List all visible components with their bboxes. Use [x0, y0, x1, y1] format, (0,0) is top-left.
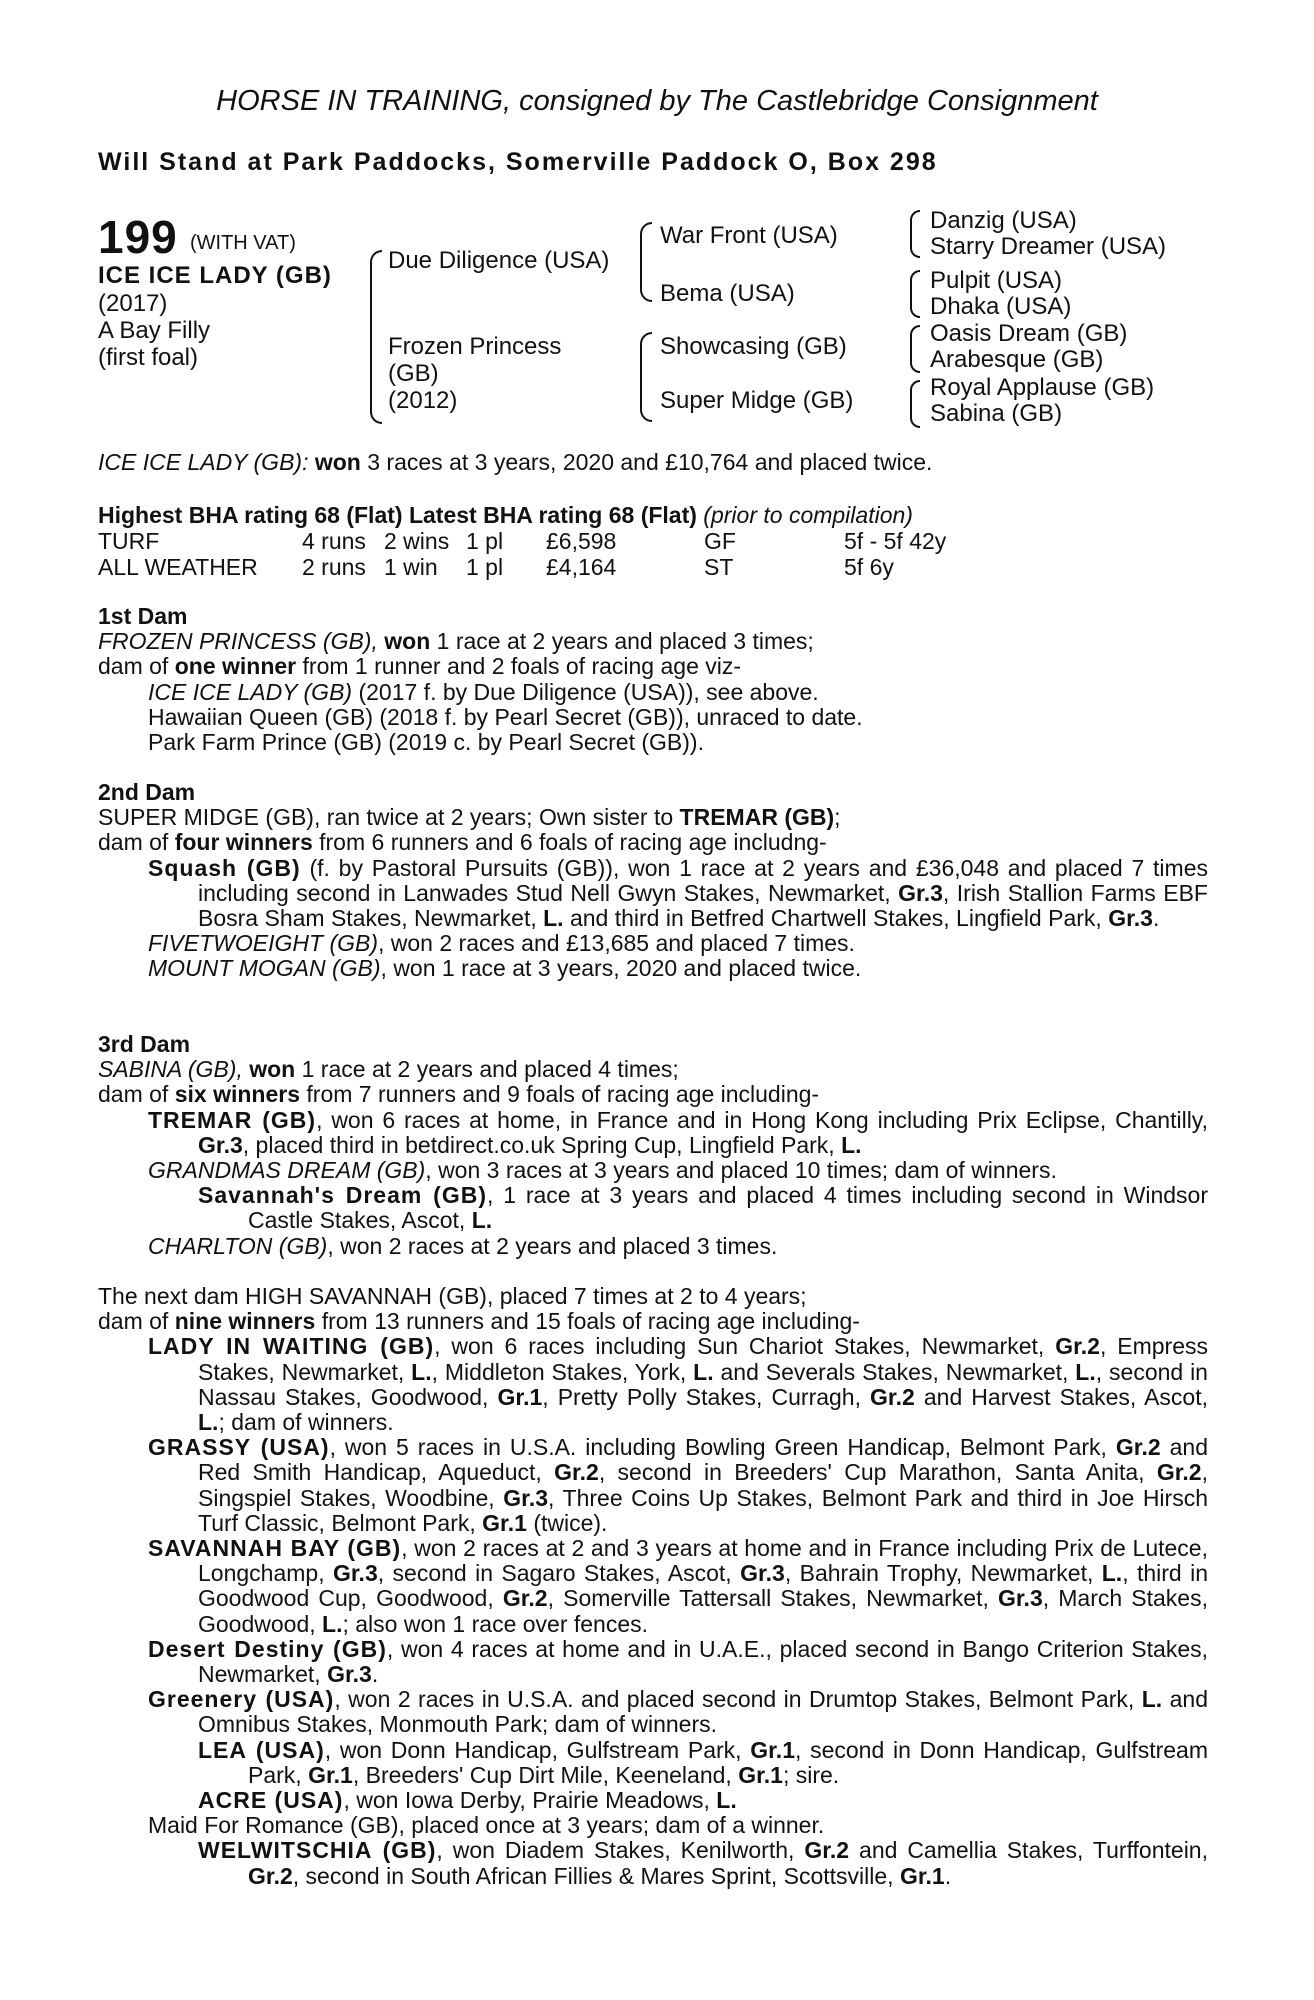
listed: L.: [1075, 1358, 1096, 1385]
produce-name: ICE ICE LADY (GB): [148, 678, 353, 705]
produce-item: [98, 956, 1208, 981]
pedigree-brace-sire: [640, 222, 652, 302]
text: , Breeders' Cup Dirt Mile, Keeneland,: [352, 1761, 739, 1788]
text: , won 2 races in U.S.A. and placed second in Drumtop Stakes, Belmont Park,: [334, 1686, 1142, 1713]
produce-name: Greenery (USA): [148, 1686, 335, 1713]
text: ; also won 1 race over fences.: [342, 1610, 649, 1637]
text: , won 3 races at 3 years and placed 10 times; dam of winners.: [425, 1157, 1057, 1184]
text: , March Stakes, Goodwood,: [198, 1585, 1208, 1637]
grade: Gr.1: [482, 1509, 527, 1536]
text: .: [1152, 905, 1160, 932]
text: , Middleton Stakes, York,: [431, 1358, 694, 1385]
distance: 5f 6y: [844, 554, 894, 580]
grade: Gr.2: [1055, 1333, 1100, 1360]
text: , won Diadem Stakes, Kenilworth,: [436, 1837, 805, 1864]
pedigree-brace-ds: [910, 325, 920, 373]
text: , won 1 race at 3 years, 2020 and placed twice.: [380, 955, 862, 982]
pedigree-dam-sire: Showcasing (GB): [660, 333, 847, 360]
horse-description: A Bay Filly: [98, 317, 211, 344]
grandproduce-item: [98, 1838, 1208, 1888]
produce-item: [98, 1536, 1208, 1637]
produce-item: [98, 1108, 1208, 1158]
text: dam of: [98, 653, 175, 680]
text: dam of: [98, 1308, 175, 1335]
listed: L.: [198, 1409, 219, 1436]
second-dam-line1: [98, 805, 1208, 830]
text: (f. by Pastoral Pursuits (GB)), won 1 race at 2 years and £36,048 and placed 7 times including second in Lanwades Stud Nell Gwyn Stakes, Newmarket,: [198, 854, 1208, 906]
text: and Red Smith Handicap, Aqueduct,: [198, 1434, 1209, 1486]
text: , 1 race at 3 years and placed 4 times including second in Windsor Castle Stakes, Ascot,: [248, 1182, 1209, 1234]
text: ; dam of winners.: [218, 1409, 394, 1436]
text: , second in Donn Handicap, Gulfstream Park,: [248, 1736, 1208, 1788]
grade: Gr.2: [1156, 1459, 1202, 1486]
produce-item: [98, 856, 1208, 932]
pedigree-sd-sire: Pulpit (USA): [930, 267, 1063, 294]
grade: Gr.2: [248, 1862, 293, 1889]
listed: L.: [1101, 1560, 1123, 1587]
dam-name: SABINA (GB),: [98, 1056, 243, 1083]
listed: L.: [471, 1207, 493, 1234]
grade: Gr.2: [554, 1459, 599, 1486]
text: , won 6 races at home, in France and in Hong Kong including Prix Eclipse, Chantilly,: [316, 1106, 1208, 1133]
grade: Gr.3: [503, 1484, 549, 1511]
produce-item: [98, 1687, 1208, 1737]
winners-count: six winners: [174, 1081, 300, 1108]
produce-name: SAVANNAH BAY (GB): [148, 1535, 402, 1562]
wins: 1 win: [384, 554, 438, 580]
third-dam-line2: [98, 1082, 1208, 1107]
grade: Gr.1: [899, 1862, 945, 1889]
first-dam-section: [98, 604, 1208, 755]
text: (twice).: [526, 1509, 608, 1536]
text: and Harvest Stakes, Ascot,: [914, 1383, 1208, 1410]
produce-name: TREMAR (GB): [148, 1106, 317, 1133]
prize: £4,164: [546, 554, 617, 580]
ratings-note: (prior to compilation): [696, 502, 913, 528]
text: and Severals Stakes, Newmarket,: [713, 1358, 1076, 1385]
summary-text: 3 races at 3 years, 2020 and £10,764 and placed twice.: [360, 449, 933, 475]
produce-name: GRASSY (USA): [148, 1434, 330, 1461]
pedigree-ds-dam: Arabesque (GB): [930, 346, 1104, 373]
pedigree-ds-sire: Oasis Dream (GB): [930, 320, 1128, 347]
text: 1 race at 2 years and placed 4 times;: [295, 1056, 679, 1083]
text: SUPER MIDGE (GB), ran twice at 2 years; Own sister to: [98, 804, 680, 831]
foal-note: (first foal): [98, 344, 199, 371]
ratings-row-aw: [98, 554, 1198, 580]
text: , won Donn Handicap, Gulfstream Park,: [324, 1736, 751, 1763]
pedigree-brace-sd: [910, 270, 920, 318]
text: .: [371, 1661, 379, 1688]
text: from 13 runners and 15 foals of racing age including-: [315, 1308, 860, 1335]
dam-record: 1 race at 2 years and placed 3 times;: [430, 628, 814, 655]
produce-item: Park Farm Prince (GB) (2019 c. by Pearl Secret (GB)).: [148, 729, 704, 756]
text: from 6 runners and 6 foals of racing age includng-: [312, 829, 827, 856]
produce-name: GRANDMAS DREAM (GB): [148, 1157, 426, 1184]
text: from 1 runner and 2 foals of racing age viz-: [296, 653, 742, 680]
produce-item: [98, 1158, 1208, 1183]
text: , second in Breeders' Cup Marathon, Santa Anita,: [598, 1459, 1157, 1486]
places: 1 pl: [466, 528, 504, 554]
listed: L.: [1141, 1686, 1163, 1713]
text: , won 5 races in U.S.A. including Bowling Green Handicap, Belmont Park,: [329, 1434, 1116, 1461]
text: , won 4 races at home and in U.A.E., placed second in Bango Criterion Stakes, Newmarket,: [198, 1635, 1209, 1688]
pedigree-dam-line3: (2012): [388, 387, 458, 414]
next-dam-line2: [98, 1309, 1208, 1334]
grandproduce-item: [98, 1183, 1208, 1233]
produce-item: [98, 1637, 1208, 1687]
grade: Gr.2: [870, 1383, 915, 1410]
first-dam-heading: 1st Dam: [98, 603, 188, 629]
places: 1 pl: [466, 554, 504, 580]
winners-count: one winner: [174, 653, 297, 680]
text: and Camellia Stakes, Turffontein,: [849, 1837, 1208, 1864]
third-dam-line1: [98, 1057, 1208, 1082]
first-dam-line1: [98, 629, 1208, 654]
going: GF: [704, 528, 736, 554]
summary-won: won: [314, 449, 361, 475]
text: and third in Betfred Chartwell Stakes, Lingfield Park,: [563, 905, 1109, 932]
grade: Gr.3: [332, 1560, 378, 1587]
produce-item: Maid For Romance (GB), placed once at 3 years; dam of a winner.: [148, 1812, 825, 1839]
grade: Gr.2: [804, 1837, 850, 1864]
runs: 2 runs: [302, 554, 366, 580]
listed: L.: [841, 1131, 862, 1158]
text: ;: [834, 804, 841, 831]
text: , won 2 races and £13,685 and placed 7 times.: [378, 930, 855, 957]
next-dam-section: [98, 1284, 1208, 1889]
produce-item: [98, 680, 1208, 705]
produce-item: [98, 1234, 1208, 1259]
race-summary: [98, 450, 932, 475]
pedigree-dam-dam: Super Midge (GB): [660, 387, 854, 414]
won-word: won: [249, 1056, 296, 1083]
pedigree-brace-ss: [910, 210, 920, 258]
grade: Gr.3: [898, 879, 943, 906]
sister-name: TREMAR (GB): [679, 804, 835, 831]
text: , Somerville Tattersall Stakes, Newmarket,: [547, 1585, 998, 1612]
text: from 7 runners and 9 foals of racing age including-: [300, 1081, 820, 1108]
third-dam-section: [98, 1032, 1208, 1259]
wins: 2 wins: [384, 528, 450, 554]
second-dam-section: [98, 780, 1208, 982]
grandproduce-item: [98, 1788, 1208, 1813]
produce-name: FIVETWOEIGHT (GB): [148, 930, 378, 957]
pedigree-dam-line1: Frozen Princess: [388, 333, 562, 360]
ratings-row-turf: [98, 528, 1198, 554]
winners-count: four winners: [174, 829, 313, 856]
listed: L.: [411, 1358, 432, 1385]
pedigree-dd-sire: Royal Applause (GB): [930, 374, 1155, 401]
dam-name: FROZEN PRINCESS (GB),: [98, 628, 378, 655]
text: dam of: [98, 829, 175, 856]
pedigree-brace-dd: [910, 380, 920, 428]
produce-name: CHARLTON (GB): [148, 1232, 328, 1259]
won-word: won: [384, 628, 431, 655]
text: , Pretty Polly Stakes, Curragh,: [542, 1383, 871, 1410]
text: , placed third in betdirect.co.uk Spring Cup, Lingfield Park,: [242, 1131, 842, 1158]
produce-name: LEA (USA): [198, 1736, 325, 1763]
produce-name: Desert Destiny (GB): [148, 1635, 387, 1662]
text: , second in South African Fillies & Mares Sprint, Scottsville,: [292, 1862, 900, 1889]
produce-record: (2017 f. by Due Diligence (USA)), see above.: [352, 678, 819, 705]
runs: 4 runs: [302, 528, 366, 554]
listed: L.: [716, 1787, 737, 1814]
grandproduce-item: [98, 1738, 1208, 1788]
lot-number: 199: [98, 211, 178, 263]
grade: Gr.1: [750, 1736, 795, 1763]
pedigree-sire: Due Diligence (USA): [388, 247, 610, 274]
produce-item: [98, 931, 1208, 956]
grade: Gr.3: [997, 1585, 1043, 1612]
surface: ALL WEATHER: [98, 554, 258, 580]
pedigree-brace-main: [370, 250, 382, 424]
grade: Gr.3: [740, 1560, 785, 1587]
produce-item: Hawaiian Queen (GB) (2018 f. by Pearl Secret (GB)), unraced to date.: [148, 703, 863, 730]
consignment-header: HORSE IN TRAINING, consigned by The Castlebridge Consignment: [216, 85, 1098, 117]
pedigree-dam-line2: (GB): [388, 360, 439, 387]
text: ; sire.: [782, 1761, 840, 1788]
horse-year: (2017): [98, 290, 168, 317]
prize: £6,598: [546, 528, 617, 554]
second-dam-line2: [98, 830, 1208, 855]
listed: L.: [693, 1358, 714, 1385]
going: ST: [704, 554, 734, 580]
text: , second in Nassau Stakes, Goodwood,: [198, 1358, 1208, 1410]
produce-name: WELWITSCHIA (GB): [198, 1837, 437, 1864]
text: , won Iowa Derby, Prairie Meadows,: [343, 1787, 717, 1814]
surface: TURF: [98, 528, 160, 554]
produce-item: [98, 1435, 1208, 1536]
text: , Singspiel Stakes, Woodbine,: [198, 1459, 1208, 1511]
produce-name: Savannah's Dream (GB): [198, 1182, 487, 1209]
text: , Irish Stallion Farms EBF Bosra Sham Stakes, Newmarket,: [198, 879, 1208, 932]
pedigree-ss-sire: Danzig (USA): [930, 207, 1077, 234]
text: , won 6 races including Sun Chariot Stakes, Newmarket,: [434, 1333, 1056, 1360]
produce-name: LADY IN WAITING (GB): [148, 1333, 435, 1360]
pedigree-sire-dam: Bema (USA): [660, 280, 795, 307]
pedigree-sd-dam: Dhaka (USA): [930, 293, 1072, 320]
pedigree-brace-dam: [640, 332, 652, 422]
listed: L.: [543, 905, 564, 932]
text: dam of: [98, 1081, 175, 1108]
produce-name: Squash (GB): [148, 854, 301, 881]
second-dam-heading: 2nd Dam: [98, 779, 196, 805]
text: , won 2 races at 2 years and placed 3 times.: [327, 1232, 778, 1259]
text: , Empress Stakes, Newmarket,: [198, 1333, 1208, 1385]
pedigree-dd-dam: Sabina (GB): [930, 400, 1063, 427]
pedigree-ss-dam: Starry Dreamer (USA): [930, 233, 1167, 260]
next-dam-line1: The next dam HIGH SAVANNAH (GB), placed 7 times at 2 to 4 years;: [98, 1283, 807, 1309]
produce-name: MOUNT MOGAN (GB): [148, 955, 381, 982]
horse-name: ICE ICE LADY (GB): [98, 262, 332, 289]
ratings-bold: Highest BHA rating 68 (Flat) Latest BHA rating 68 (Flat): [98, 502, 697, 528]
text: , third in Goodwood Cup, Goodwood,: [198, 1560, 1209, 1612]
produce-name: ACRE (USA): [198, 1787, 344, 1814]
text: , Three Coins Up Stakes, Belmont Park and third in Joe Hirsch Turf Classic, Belmont Park,: [198, 1484, 1208, 1536]
text: , won 2 races at 2 and 3 years at home and in France including Prix de Lutece, Longchamp,: [198, 1535, 1208, 1587]
grade: Gr.2: [502, 1585, 548, 1612]
pedigree-sire-sire: War Front (USA): [660, 222, 838, 249]
text: and Omnibus Stakes, Monmouth Park; dam of winners.: [198, 1686, 1209, 1738]
third-dam-heading: 3rd Dam: [98, 1031, 191, 1057]
stand-location: Will Stand at Park Paddocks, Somerville Paddock O, Box 298: [98, 148, 938, 176]
produce-item: [98, 1334, 1208, 1435]
ratings-line: [98, 502, 913, 529]
vat-note: (WITH VAT): [190, 232, 296, 254]
grade: Gr.3: [1108, 905, 1153, 932]
grade: Gr.1: [308, 1761, 353, 1788]
text: , second in Sagaro Stakes, Ascot,: [377, 1560, 741, 1587]
winners-count: nine winners: [174, 1308, 316, 1335]
grade: Gr.1: [738, 1761, 783, 1788]
summary-horse-name: ICE ICE LADY (GB):: [98, 449, 309, 475]
text: , Bahrain Trophy, Newmarket,: [784, 1560, 1102, 1587]
grade: Gr.3: [327, 1661, 372, 1688]
distance: 5f - 5f 42y: [844, 528, 947, 554]
grade: Gr.3: [198, 1131, 243, 1158]
listed: L.: [322, 1610, 343, 1637]
grade: Gr.2: [1115, 1434, 1161, 1461]
first-dam-line2: [98, 654, 1208, 679]
grade: Gr.1: [497, 1383, 543, 1410]
text: .: [944, 1862, 952, 1889]
